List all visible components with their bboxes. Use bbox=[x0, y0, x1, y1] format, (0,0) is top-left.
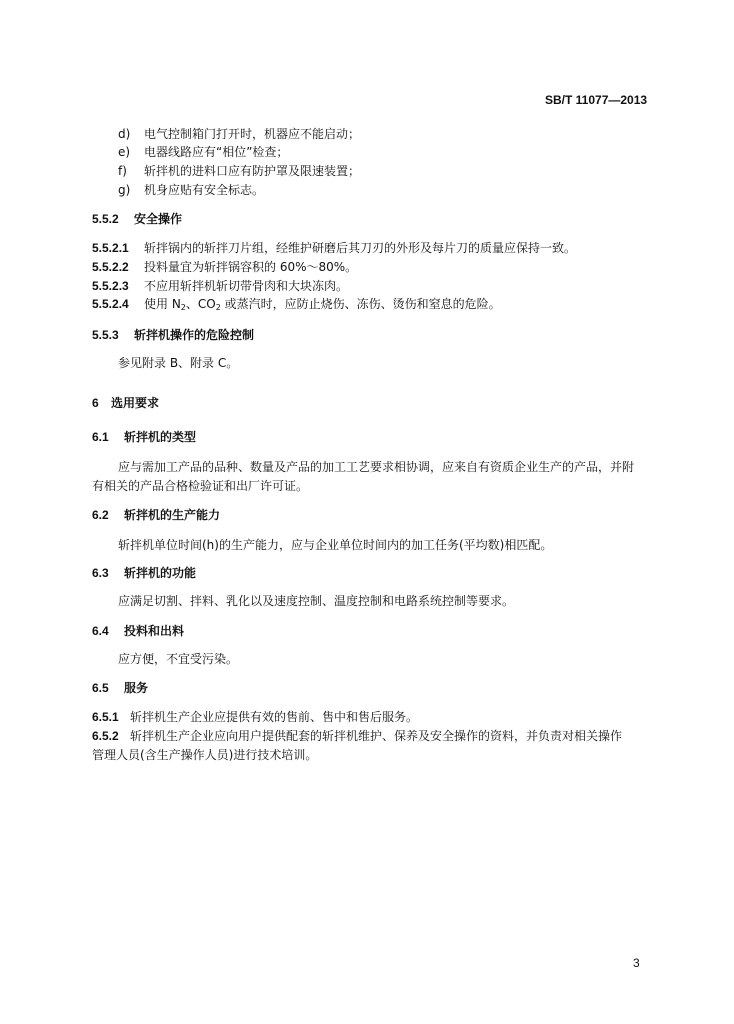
section-number: 5.5.2 bbox=[92, 212, 119, 226]
section-title: 斩拌机操作的危险控制 bbox=[134, 328, 255, 342]
section-number: 6.5 bbox=[92, 681, 109, 695]
clause-number: 6.5.1 bbox=[92, 710, 119, 724]
clause-text: 斩拌机生产企业应提供有效的售前、售中和售后服务。 bbox=[130, 710, 419, 724]
clause-text: 斩拌机生产企业应向用户提供配套的斩拌机维护、保养及安全操作的资料，并负责对相关操作 bbox=[130, 729, 623, 743]
clause-text: 投料量宜为斩拌锅容积的 60%～80%。 bbox=[144, 260, 358, 274]
section-title: 斩拌机的功能 bbox=[124, 566, 197, 580]
clause-number: 5.5.2.1 bbox=[92, 241, 129, 255]
clause-text: 不应用斩拌机斩切带骨肉和大块冻肉。 bbox=[144, 279, 349, 293]
clause-text: 使用 $N_2$、$CO_2$ 或蒸汽时，应防止烧伤、冻伤、烫伤和窒息的危险。 bbox=[144, 297, 501, 312]
chapter-title: 选用要求 bbox=[111, 396, 160, 410]
list-item-label: e) bbox=[118, 145, 131, 159]
section-number: 6.3 bbox=[92, 566, 109, 580]
list-item-text: 斩拌机的进料口应有防护罩及限速装置； bbox=[144, 164, 361, 178]
section-title: 服务 bbox=[124, 681, 149, 695]
clause-text: 斩拌锅内的斩拌刀片组，经维护研磨后其刀刃的外形及每片刀的质量应保持一致。 bbox=[144, 241, 577, 255]
paragraph: 应满足切割、拌料、乳化以及速度控制、温度控制和电路系统控制等要求。 bbox=[118, 594, 515, 608]
clause-number: 5.5.2.4 bbox=[92, 297, 129, 311]
section-number: 6.4 bbox=[92, 624, 109, 638]
list-item-label: f) bbox=[118, 164, 127, 178]
list-item-text: 机身应贴有安全标志。 bbox=[144, 183, 265, 197]
section-number: 5.5.3 bbox=[92, 328, 119, 342]
clause-text-continued: 管理人员(含生产操作人员)进行技术培训。 bbox=[92, 748, 318, 762]
section-title: 斩拌机的类型 bbox=[124, 430, 197, 444]
paragraph: 应方便，不宜受污染。 bbox=[118, 652, 239, 666]
standard-code: SB/T 11077—2013 bbox=[545, 93, 648, 107]
paragraph-line: 应与需加工产品的品种、数量及产品的加工工艺要求相协调，应来自有资质企业生产的产品，并附 bbox=[118, 460, 635, 474]
clause-number: 6.5.2 bbox=[92, 729, 119, 743]
list-item-text: 电气控制箱门打开时，机器应不能启动； bbox=[144, 127, 361, 141]
chapter-number: 6 bbox=[92, 396, 99, 410]
paragraph: 参见附录 B、附录 C。 bbox=[118, 356, 239, 370]
list-item-label: d) bbox=[118, 127, 131, 141]
paragraph-line: 有相关的产品合格检验证和出厂许可证。 bbox=[92, 479, 309, 493]
list-item-text: 电器线路应有“相位”检查； bbox=[144, 145, 289, 159]
section-number: 6.1 bbox=[92, 430, 109, 444]
paragraph: 斩拌机单位时间(h)的生产能力，应与企业单位时间内的加工任务(平均数)相匹配。 bbox=[118, 538, 553, 552]
section-title: 安全操作 bbox=[134, 212, 183, 226]
list-item-label: g) bbox=[118, 183, 131, 197]
clause-number: 5.5.2.3 bbox=[92, 279, 129, 293]
clause-number: 5.5.2.2 bbox=[92, 260, 129, 274]
section-title: 斩拌机的生产能力 bbox=[124, 508, 221, 522]
section-number: 6.2 bbox=[92, 508, 109, 522]
section-title: 投料和出料 bbox=[124, 624, 185, 638]
page-number: 3 bbox=[633, 956, 640, 970]
